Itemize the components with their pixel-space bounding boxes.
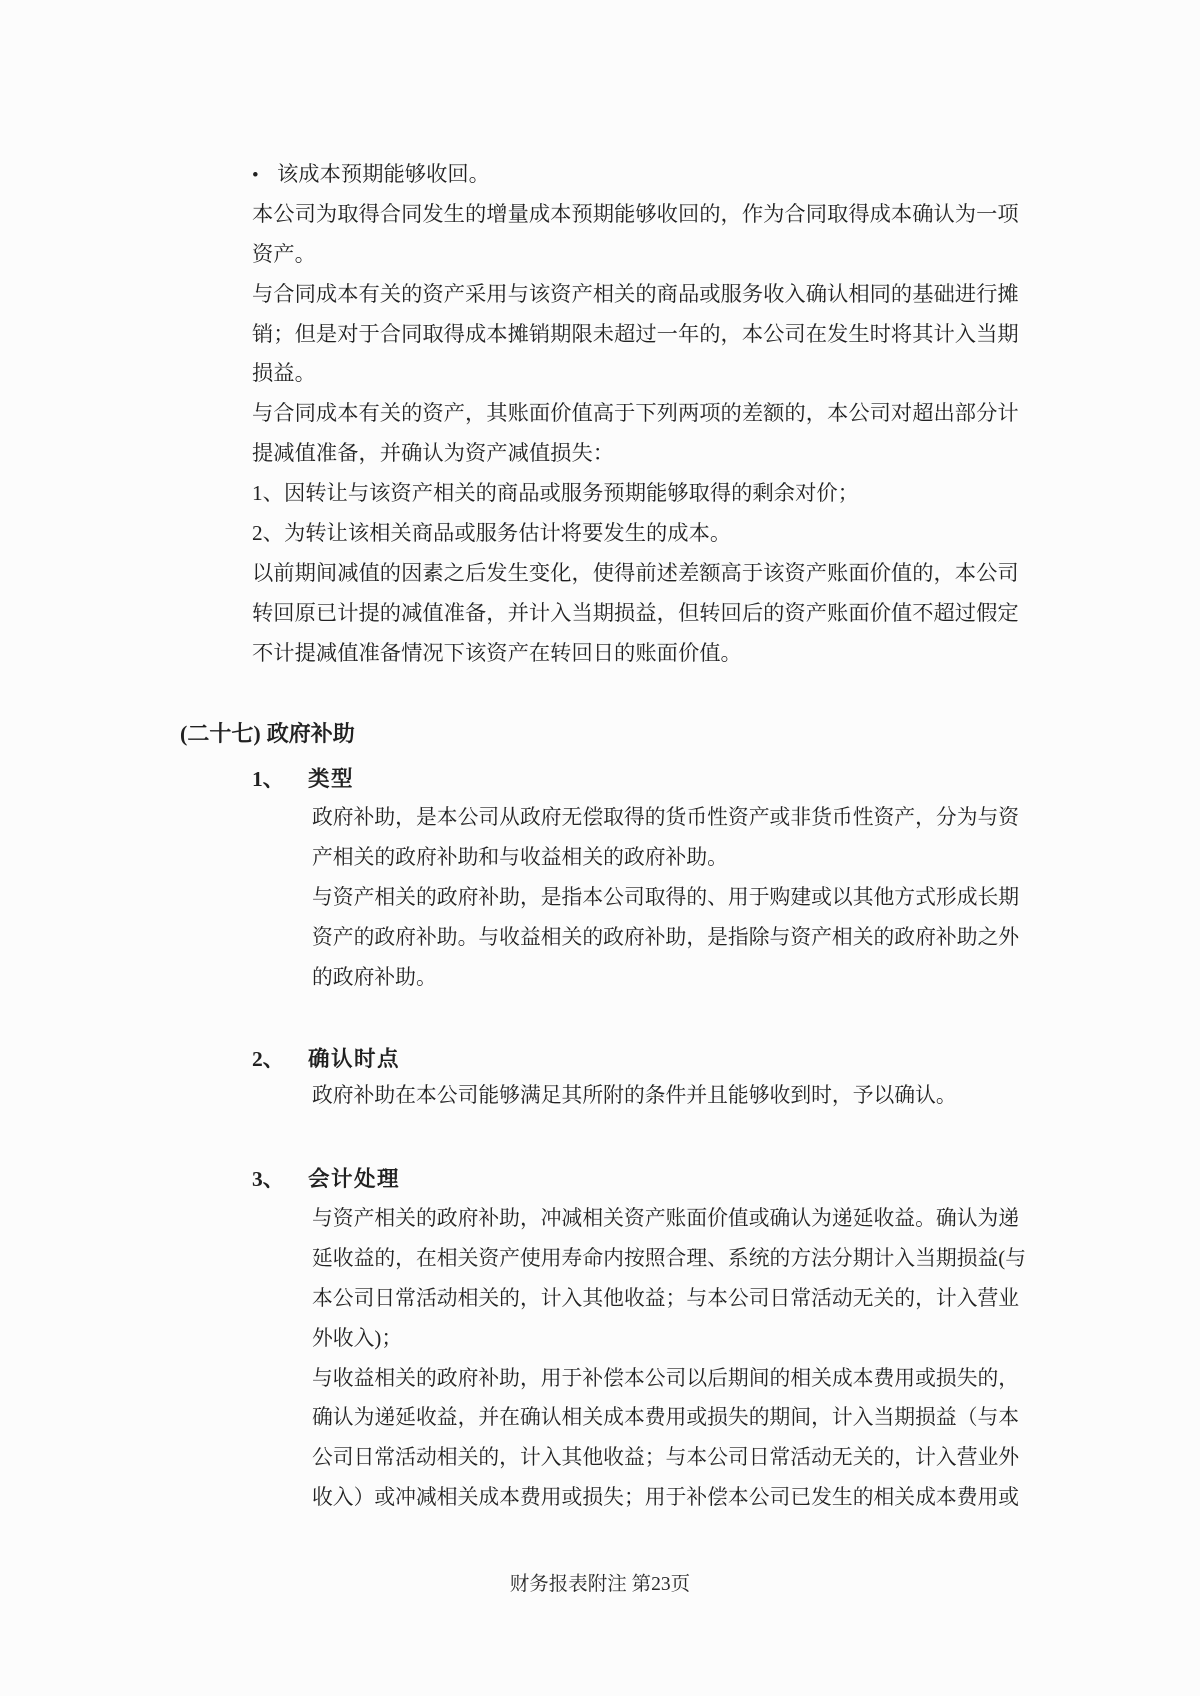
subsection-2-number: 2、 <box>252 1047 285 1071</box>
text-line: 资产。 <box>252 241 316 266</box>
bullet-item <box>252 155 1019 195</box>
bullet-marker: • <box>252 165 259 186</box>
text-line: 与资产相关的政府补助，冲减相关资产账面价值或确认为递延收益。确认为递 <box>312 1207 1020 1230</box>
subsection-1-body <box>312 798 1019 997</box>
section-title: 政府补助 <box>266 721 355 746</box>
subsection-1-title: 类型 <box>308 767 355 791</box>
text-line: 2、为转让该相关商品或服务估计将要发生的成本。 <box>252 521 732 546</box>
subsection-3-body <box>312 1199 1026 1518</box>
bullet-text: 该成本预期能够收回。 <box>277 162 490 186</box>
text-line: 政府补助在本公司能够满足其所附的条件并且能够收到时，予以确认。 <box>312 1084 957 1107</box>
text-line: 的政府补助。 <box>312 965 437 989</box>
section-heading <box>180 721 355 747</box>
text-line: 损益。 <box>252 361 316 386</box>
subsection-3-heading <box>252 1166 400 1192</box>
text-line: 公司日常活动相关的，计入其他收益；与本公司日常活动无关的，计入营业外 <box>312 1446 1020 1470</box>
text-line: 政府补助，是本公司从政府无偿取得的货币性资产或非货币性资产，分为与资 <box>312 806 1020 829</box>
text-line: 提减值准备，并确认为资产减值损失： <box>252 441 615 466</box>
text-line: 销；但是对于合同取得成本摊销期限未超过一年的，本公司在发生时将其计入当期 <box>252 321 1019 346</box>
text-line: 本公司为取得合同发生的增量成本预期能够收回的，作为合同取得成本确认为一项 <box>252 201 1019 226</box>
text-line: 与合同成本有关的资产，其账面价值高于下列两项的差额的，本公司对超出部分计 <box>252 401 1019 426</box>
subsection-2-body <box>312 1076 957 1116</box>
text-line: 延收益的，在相关资产使用寿命内按照合理、系统的方法分期计入当期损益(与 <box>312 1246 1027 1270</box>
text-line: 收入）或冲减相关成本费用或损失；用于补偿本公司已发生的相关成本费用或 <box>312 1486 1020 1510</box>
text-line: 资产的政府补助。与收益相关的政府补助，是指除与资产相关的政府补助之外 <box>312 925 1020 949</box>
subsection-1-number: 1、 <box>252 767 285 791</box>
subsection-3-title: 会计处理 <box>308 1167 401 1191</box>
subsection-2-title: 确认时点 <box>308 1047 401 1071</box>
text-line: 与收益相关的政府补助，用于补偿本公司以后期间的相关成本费用或损失的， <box>312 1366 1020 1390</box>
subsection-3-number: 3、 <box>252 1167 285 1191</box>
intro-paragraphs <box>252 155 1019 674</box>
text-line: 不计提减值准备情况下该资产在转回日的账面价值。 <box>252 640 742 665</box>
text-line: 本公司日常活动相关的，计入其他收益；与本公司日常活动无关的，计入营业 <box>312 1286 1020 1310</box>
text-line: 产相关的政府补助和与收益相关的政府补助。 <box>312 845 728 869</box>
subsection-2-heading <box>252 1046 400 1072</box>
text-line: 外收入)； <box>312 1326 403 1350</box>
page-footer: 财务报表附注 第23页 <box>509 1574 691 1595</box>
text-line: 与资产相关的政府补助，是指本公司取得的、用于购建或以其他方式形成长期 <box>312 885 1020 909</box>
text-line: 1、因转让与该资产相关的商品或服务预期能够取得的剩余对价； <box>252 481 859 506</box>
text-line: 与合同成本有关的资产采用与该资产相关的商品或服务收入确认相同的基础进行摊 <box>252 281 1019 306</box>
section-number: (二十七) <box>180 721 261 746</box>
text-line: 确认为递延收益，并在确认相关成本费用或损失的期间，计入当期损益（与本 <box>312 1406 1020 1430</box>
intro-lines <box>252 195 1019 674</box>
subsection-1-heading <box>252 766 354 792</box>
text-line: 以前期间减值的因素之后发生变化，使得前述差额高于该资产账面价值的，本公司 <box>252 560 1019 585</box>
text-line: 转回原已计提的减值准备，并计入当期损益，但转回后的资产账面价值不超过假定 <box>252 600 1019 625</box>
